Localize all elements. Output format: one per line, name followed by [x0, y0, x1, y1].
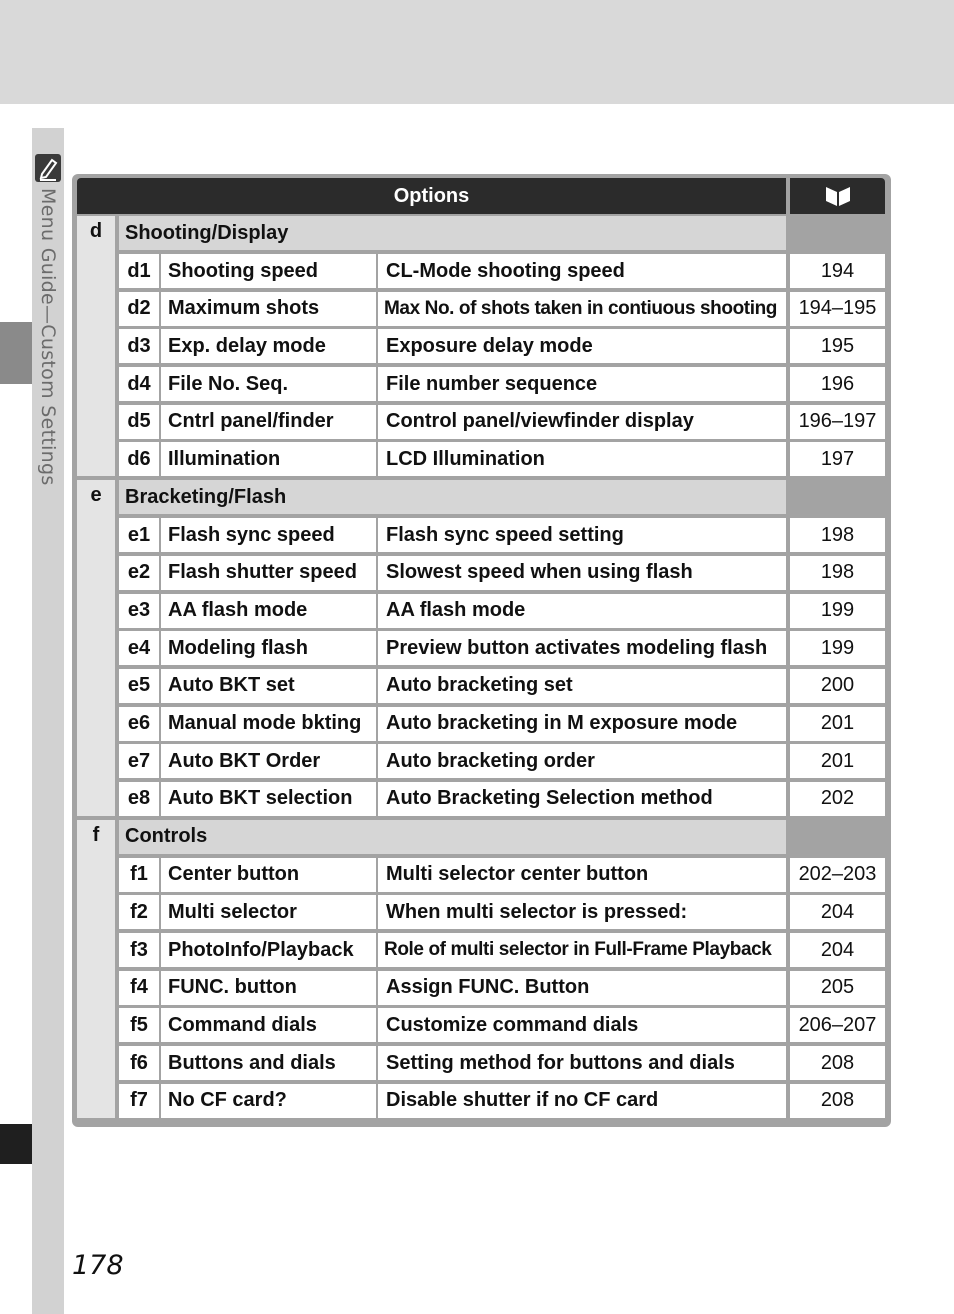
setting-name: Flash sync speed [161, 518, 376, 552]
setting-code: e6 [119, 707, 159, 741]
table-row [72, 971, 891, 1005]
page-reference: 195 [790, 329, 885, 363]
page-reference: 196 [790, 367, 885, 401]
setting-code: d2 [119, 292, 159, 326]
page-reference: 198 [790, 556, 885, 590]
setting-description: Control panel/viewfinder display [378, 405, 786, 439]
setting-code: d3 [119, 329, 159, 363]
table-row [72, 895, 891, 929]
setting-name: FUNC. button [161, 971, 376, 1005]
setting-code: f6 [119, 1046, 159, 1080]
page-reference: 204 [790, 895, 885, 929]
setting-description: When multi selector is pressed: [378, 895, 786, 929]
setting-name: Exp. delay mode [161, 329, 376, 363]
setting-code: f1 [119, 858, 159, 892]
setting-name: Modeling flash [161, 631, 376, 665]
setting-code: d4 [119, 367, 159, 401]
setting-name: Auto BKT selection [161, 782, 376, 816]
sidebar-title: Menu Guide—Custom Settings [37, 188, 59, 486]
setting-code: e1 [119, 518, 159, 552]
setting-description: Flash sync speed setting [378, 518, 786, 552]
page-reference: 204 [790, 933, 885, 967]
table-body [72, 216, 891, 1118]
setting-description: Auto bracketing order [378, 744, 786, 778]
table-group [72, 820, 891, 1118]
table-row [72, 367, 891, 401]
page-reference: 194–195 [790, 292, 885, 326]
setting-name: Maximum shots [161, 292, 376, 326]
page-reference: 205 [790, 971, 885, 1005]
page-reference: 208 [790, 1084, 885, 1118]
setting-description: Auto bracketing set [378, 669, 786, 703]
setting-description: File number sequence [378, 367, 786, 401]
group-letter: d [77, 216, 115, 476]
page-reference: 202–203 [790, 858, 885, 892]
table-row [72, 292, 891, 326]
table-group [72, 216, 891, 476]
group-title: Shooting/Display [119, 216, 786, 250]
setting-description: Setting method for buttons and dials [378, 1046, 786, 1080]
setting-name: Command dials [161, 1008, 376, 1042]
setting-code: f7 [119, 1084, 159, 1118]
setting-name: Multi selector [161, 895, 376, 929]
setting-description: Disable shutter if no CF card [378, 1084, 786, 1118]
setting-name: Buttons and dials [161, 1046, 376, 1080]
setting-name: Illumination [161, 442, 376, 476]
group-letter: e [77, 480, 115, 816]
table-row [72, 518, 891, 552]
custom-settings-table [72, 174, 891, 1127]
setting-name: PhotoInfo/Playback [161, 933, 376, 967]
page-reference: 198 [790, 518, 885, 552]
table-row [72, 744, 891, 778]
pencil-icon [35, 154, 61, 182]
page-reference: 194 [790, 254, 885, 288]
setting-description: Max No. of shots taken in contiuous shooting [378, 292, 786, 326]
page-reference: 201 [790, 707, 885, 741]
page-reference: 206–207 [790, 1008, 885, 1042]
setting-name: Center button [161, 858, 376, 892]
table-row [72, 858, 891, 892]
setting-name: Manual mode bkting [161, 707, 376, 741]
setting-description: Role of multi selector in Full-Frame Playback [378, 933, 786, 967]
top-band [0, 0, 954, 104]
table-row [72, 594, 891, 628]
setting-name: AA flash mode [161, 594, 376, 628]
setting-code: f2 [119, 895, 159, 929]
page-reference: 201 [790, 744, 885, 778]
setting-code: e7 [119, 744, 159, 778]
table-row [72, 556, 891, 590]
setting-code: e2 [119, 556, 159, 590]
setting-name: Flash shutter speed [161, 556, 376, 590]
setting-description: CL-Mode shooting speed [378, 254, 786, 288]
setting-description: Exposure delay mode [378, 329, 786, 363]
table-row [72, 933, 891, 967]
table-row [72, 1046, 891, 1080]
table-row [72, 1084, 891, 1118]
table-group [72, 480, 891, 816]
setting-name: Shooting speed [161, 254, 376, 288]
setting-code: e5 [119, 669, 159, 703]
page-reference: 208 [790, 1046, 885, 1080]
table-row [72, 782, 891, 816]
setting-description: Preview button activates modeling flash [378, 631, 786, 665]
setting-description: Multi selector center button [378, 858, 786, 892]
setting-code: e4 [119, 631, 159, 665]
section-tab-marker [0, 322, 32, 384]
page-number: 178 [72, 1250, 124, 1281]
table-row [72, 329, 891, 363]
group-title: Controls [119, 820, 786, 854]
group-title: Bracketing/Flash [119, 480, 786, 514]
setting-code: f5 [119, 1008, 159, 1042]
table-row [72, 254, 891, 288]
setting-code: e3 [119, 594, 159, 628]
page-reference: 196–197 [790, 405, 885, 439]
setting-description: Customize command dials [378, 1008, 786, 1042]
setting-name: Cntrl panel/finder [161, 405, 376, 439]
setting-code: d5 [119, 405, 159, 439]
setting-description: Auto bracketing in M exposure mode [378, 707, 786, 741]
setting-description: Slowest speed when using flash [378, 556, 786, 590]
page-reference: 199 [790, 631, 885, 665]
page-reference: 200 [790, 669, 885, 703]
setting-name: Auto BKT set [161, 669, 376, 703]
book-icon [790, 178, 885, 214]
setting-name: File No. Seq. [161, 367, 376, 401]
table-row [72, 442, 891, 476]
setting-code: f3 [119, 933, 159, 967]
setting-description: LCD Illumination [378, 442, 786, 476]
setting-description: Assign FUNC. Button [378, 971, 786, 1005]
setting-code: e8 [119, 782, 159, 816]
setting-name: Auto BKT Order [161, 744, 376, 778]
table-row [72, 707, 891, 741]
table-row [72, 1008, 891, 1042]
section-tab-marker-dark [0, 1124, 32, 1164]
page-reference: 199 [790, 594, 885, 628]
table-row [72, 631, 891, 665]
options-header: Options [77, 178, 786, 214]
setting-code: d6 [119, 442, 159, 476]
table-row [72, 669, 891, 703]
page-reference: 202 [790, 782, 885, 816]
setting-code: f4 [119, 971, 159, 1005]
setting-description: Auto Bracketing Selection method [378, 782, 786, 816]
table-row [72, 405, 891, 439]
setting-name: No CF card? [161, 1084, 376, 1118]
setting-description: AA flash mode [378, 594, 786, 628]
group-letter: f [77, 820, 115, 1118]
table-header [72, 178, 891, 214]
setting-code: d1 [119, 254, 159, 288]
page-reference: 197 [790, 442, 885, 476]
